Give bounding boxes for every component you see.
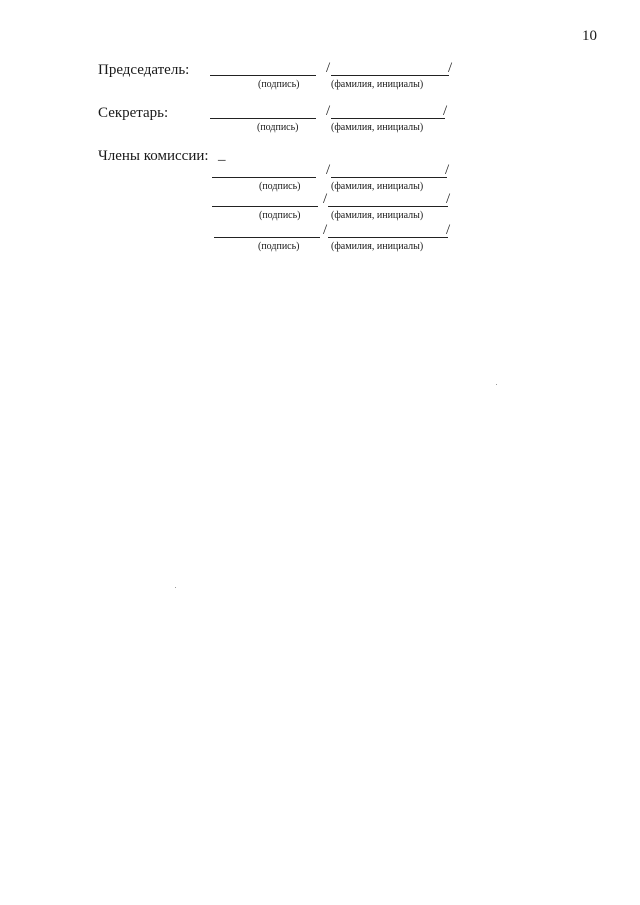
members-dash: _ [218, 147, 226, 163]
chairman-name-line [331, 75, 449, 76]
chairman-signature-line [210, 75, 316, 76]
secretary-name-caption: (фамилия, инициалы) [331, 122, 424, 133]
member-signature-line [214, 237, 320, 238]
member-name-line [331, 177, 447, 178]
member-slash-right: / [446, 191, 451, 207]
chairman-label: Председатель: [98, 62, 190, 78]
member-slash-left: / [323, 222, 328, 238]
chairman-name-caption: (фамилия, инициалы) [331, 79, 424, 90]
member-signature-caption: (подпись) [259, 181, 301, 192]
scan-speck [175, 587, 176, 588]
member-slash-left: / [323, 191, 328, 207]
member-slash-right: / [446, 222, 451, 238]
members-label: Члены комиссии: [98, 148, 209, 164]
secretary-signature-line [210, 118, 316, 119]
member-name-line [328, 206, 448, 207]
secretary-signature-caption: (подпись) [257, 122, 299, 133]
scan-speck [496, 384, 497, 385]
secretary-name-line [331, 118, 445, 119]
member-slash-right: / [445, 162, 450, 178]
member-name-line [328, 237, 448, 238]
member-signature-line [212, 177, 316, 178]
secretary-slash-left: / [326, 103, 331, 119]
member-signature-line [212, 206, 318, 207]
chairman-slash-left: / [326, 60, 331, 76]
member-slash-left: / [326, 162, 331, 178]
member-name-caption: (фамилия, инициалы) [331, 181, 424, 192]
member-signature-caption: (подпись) [259, 210, 301, 221]
page-number: 10 [582, 28, 597, 44]
chairman-signature-caption: (подпись) [258, 79, 300, 90]
member-name-caption: (фамилия, инициалы) [331, 241, 424, 252]
secretary-label: Секретарь: [98, 105, 169, 121]
member-signature-caption: (подпись) [258, 241, 300, 252]
secretary-slash-right: / [443, 103, 448, 119]
chairman-slash-right: / [448, 60, 453, 76]
member-name-caption: (фамилия, инициалы) [331, 210, 424, 221]
